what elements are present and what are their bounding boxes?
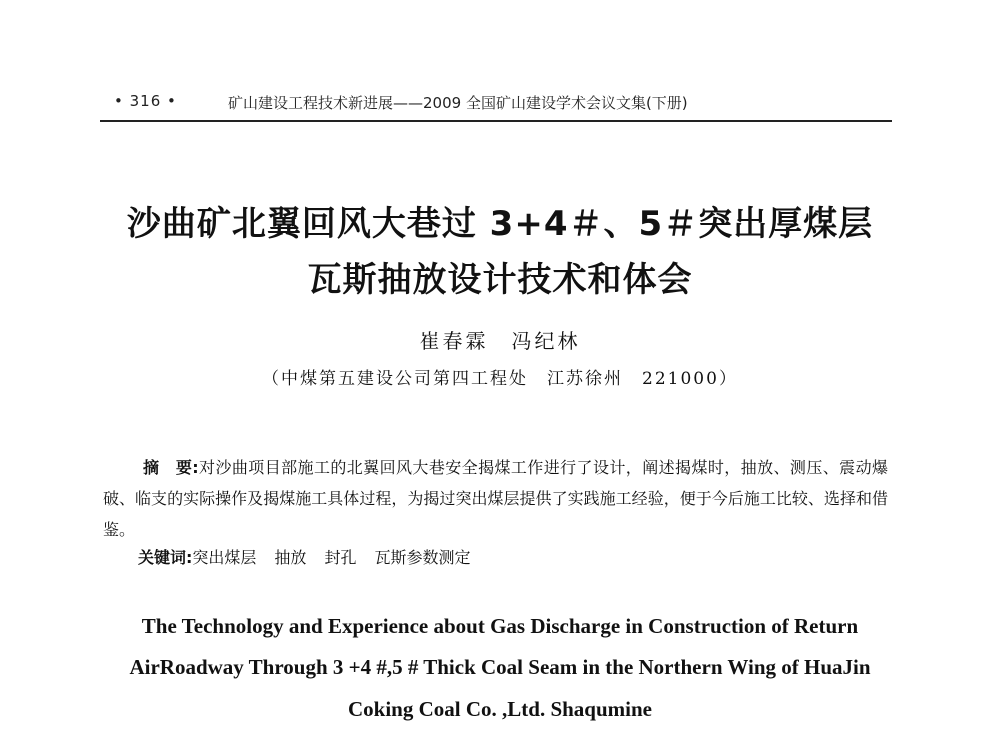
keyword: 突出煤层 <box>192 548 257 567</box>
running-title: 矿山建设工程技术新进展——2009 全国矿山建设学术会议文集(下册) <box>228 94 688 112</box>
page-number: • 316 • <box>114 92 177 110</box>
running-header <box>100 88 890 118</box>
english-title-line-3: Coking Coal Co. ,Ltd. Shaqumine <box>348 697 652 721</box>
keyword: 抽放 <box>274 548 307 567</box>
abstract-label: 摘 要: <box>143 458 199 477</box>
paper-title-line-2: 瓦斯抽放设计技术和体会 <box>307 260 693 300</box>
keywords-label: 关键词: <box>138 548 193 567</box>
keywords <box>138 545 888 568</box>
english-title-line-2: AirRoadway Through 3 +4 #,5 # Thick Coal Seam in the Northern Wing of HuaJin <box>129 655 871 679</box>
abstract-text: 对沙曲项目部施工的北翼回风大巷安全揭煤工作进行了设计，阐述揭煤时，抽放、测压、震动爆破、临支的实际操作及揭煤施工具体过程，为揭过突出煤层提供了实践施工经验，便于今后施工比较、选择和借鉴。 <box>103 458 888 539</box>
paper-title-line-1: 沙曲矿北翼回风大巷过 3+4＃、5＃突出厚煤层 <box>126 204 874 244</box>
header-rule <box>100 120 892 122</box>
keyword: 封孔 <box>324 548 357 567</box>
keyword: 瓦斯参数测定 <box>374 548 471 567</box>
english-title-line-1: The Technology and Experience about Gas Discharge in Construction of Return <box>141 614 859 638</box>
affiliation: （中煤第五建设公司第四工程处 江苏徐州 221000） <box>262 369 738 389</box>
abstract <box>103 452 888 545</box>
authors: 崔春霖 冯纪林 <box>419 329 581 353</box>
